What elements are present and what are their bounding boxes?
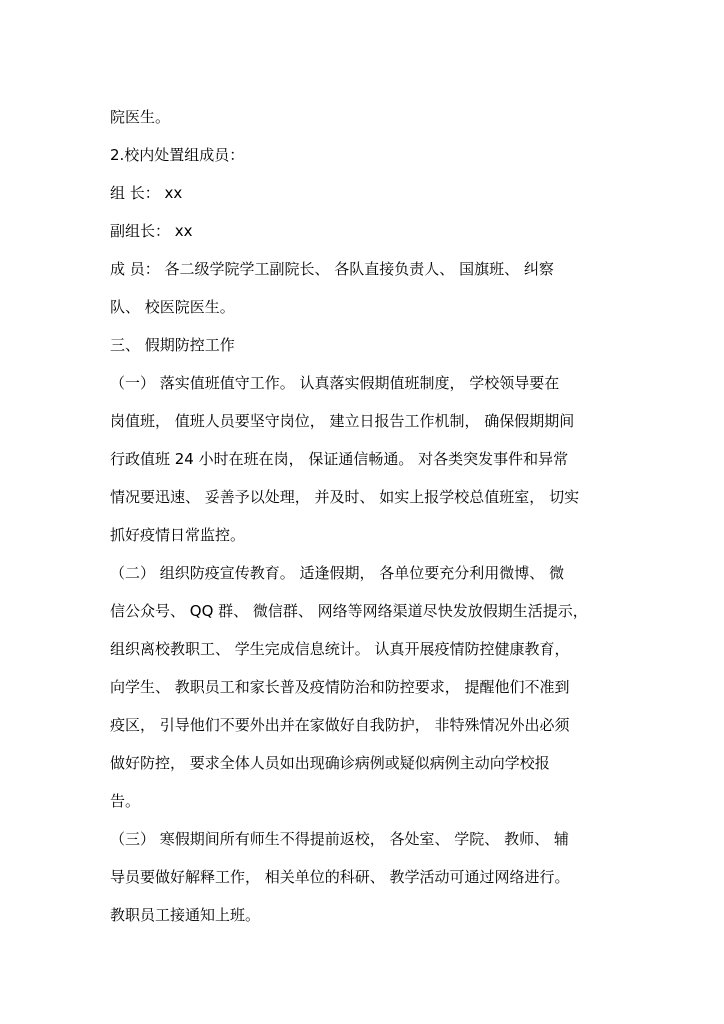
paragraph-line: 岗值班， 值班人员要坚守岗位， 建立日报告工作机制， 确保假期期间: [110, 412, 575, 430]
paragraph-line: 成 员： 各二级学院学工副院长、 各队直接负责人、 国旗班、 纠察: [110, 260, 554, 278]
section-heading: 三、 假期防控工作: [110, 336, 235, 354]
paragraph-line: 组织离校教职工、 学生完成信息统计。 认真开展疫情防控健康教育，: [110, 640, 570, 658]
paragraph-line: 行政值班 24 小时在班在岗， 保证通信畅通。 对各类突发事件和异常: [110, 450, 569, 468]
paragraph-line: 向学生、 教职员工和家长普及疫情防治和防控要求， 提醒他们不准到: [110, 678, 570, 696]
paragraph-line: 情况要迅速、 妥善予以处理， 并及时、 如实上报学校总值班室， 切实: [110, 488, 580, 506]
paragraph-line: 组 长： xx: [110, 184, 183, 202]
document-body: [110, 98, 590, 934]
paragraph-line: 教职员工接通知上班。: [110, 906, 261, 924]
paragraph-line: （二） 组织防疫宣传教育。 适逢假期， 各单位要充分利用微博、 微: [110, 564, 565, 582]
paragraph-line: 告。: [110, 792, 141, 810]
paragraph-line: 抓好疫情日常监控。: [110, 526, 246, 544]
paragraph-line: 疫区， 引导他们不要外出并在家做好自我防护， 非特殊情况外出必须: [110, 716, 570, 734]
paragraph-line: （三） 寒假期间所有师生不得提前返校， 各处室、 学院、 教师、 辅: [110, 830, 569, 848]
paragraph-line: 做好防控， 要求全体人员如出现确诊病例或疑似病例主动向学校报: [110, 754, 550, 772]
paragraph-line: 院医生。: [110, 108, 171, 126]
paragraph-line: 副组长： xx: [110, 222, 193, 240]
paragraph-line: （一） 落实值班值守工作。 认真落实假期值班制度， 学校领导要在: [110, 374, 560, 392]
paragraph-line: 导员要做好解释工作， 相关单位的科研、 教学活动可通过网络进行。: [110, 868, 570, 886]
section-heading: 2.校内处置组成员：: [110, 146, 245, 164]
paragraph-line: 信公众号、 QQ 群、 微信群、 网络等网络渠道尽快发放假期生活提示，: [110, 602, 588, 620]
paragraph-line: 队、 校医院医生。: [110, 298, 235, 316]
